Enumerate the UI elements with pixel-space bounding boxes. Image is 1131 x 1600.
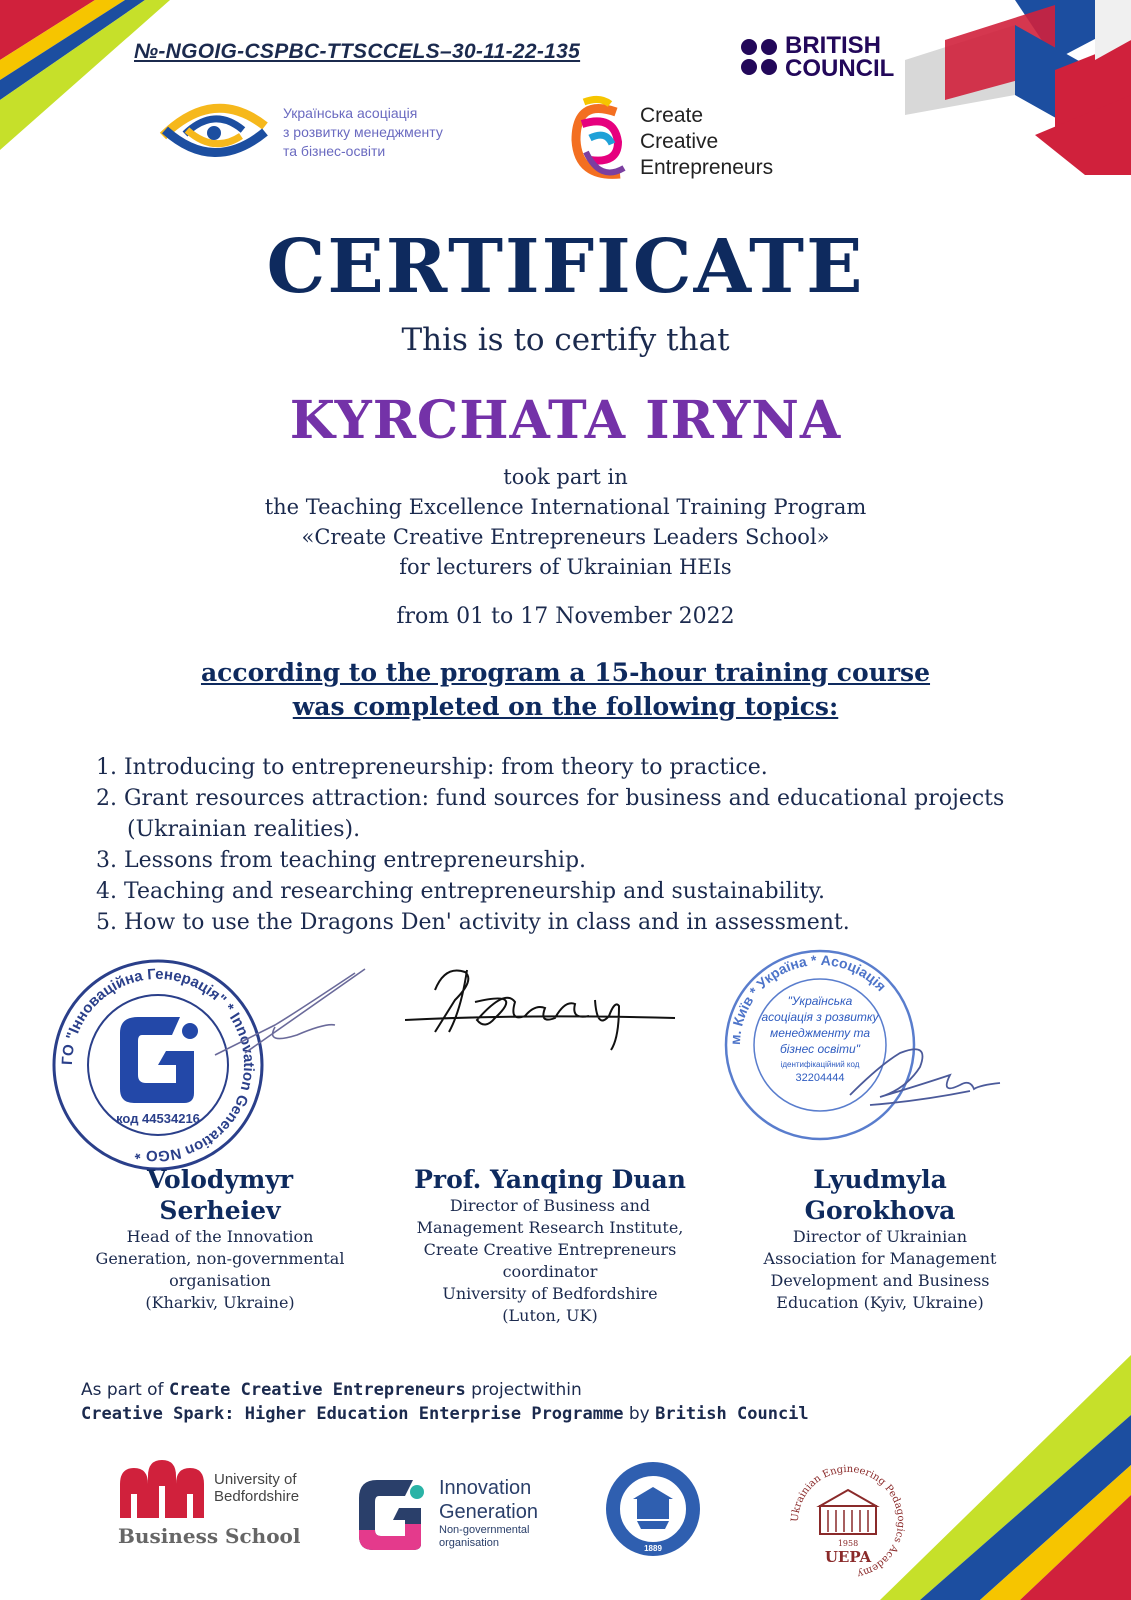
signatory-serheiev	[70, 1164, 370, 1314]
right-stamp-line-4: бізнес освіти"	[779, 1042, 861, 1056]
duan-signature	[405, 960, 685, 1060]
course-heading-line-2: was completed on the following topics:	[292, 692, 839, 721]
footer-as-part-of: As part of	[81, 1380, 164, 1400]
cce-logo-line-3: Entrepreneurs	[640, 156, 774, 179]
program-line-2: the Teaching Excellence International Training Program	[264, 495, 867, 519]
signatory-role-line: University of Bedfordshire	[442, 1284, 658, 1303]
british-council-dots-icon	[741, 39, 777, 75]
kharkiv-seal-year: 1889	[644, 1544, 662, 1553]
cce-logo-line-1: Create	[640, 104, 704, 127]
cce-swirl-icon	[566, 94, 632, 190]
recipient-name: KYRCHATA IRYNA	[289, 390, 842, 451]
ukrainian-association-logo	[155, 96, 443, 168]
bedfordshire-logo-line-1: University of	[214, 1471, 297, 1488]
ukrainian-association-logo-line-2: з розвитку менеджменту	[283, 123, 443, 140]
signatory-name-line: Volodymyr	[146, 1165, 294, 1194]
certificate-serial-number: №-NGOIG-CSPBC-TTSCCELS–30-11-22-135	[134, 40, 581, 63]
topic-item: 4. Teaching and researching entrepreneurship and sustainability.	[96, 879, 826, 904]
ukrainian-association-logo-line-1: Українська асоціація	[283, 104, 418, 121]
right-stamp-line-6: 32204444	[795, 1072, 845, 1084]
footer-by: by	[628, 1404, 650, 1424]
certificate-title: CERTIFICATE	[266, 224, 865, 310]
signatory-role-line: Generation, non-governmental	[95, 1249, 345, 1268]
innovation-generation-logo	[355, 1474, 538, 1552]
footer-programme-name: Creative Spark: Higher Education Enterprise Programme	[81, 1404, 624, 1424]
right-stamp-line-2: асоціація з розвитку	[761, 1010, 879, 1024]
ukrainian-association-eye-icon	[155, 96, 273, 168]
corner-arrows-top-right	[905, 0, 1131, 175]
british-council-logo-line-1: BRITISH	[785, 32, 881, 59]
signatory-role-line: organisation	[169, 1271, 271, 1290]
uepa-year: 1958	[837, 1539, 859, 1548]
signatory-role-line: Association for Management	[763, 1249, 997, 1268]
signatory-role-line: Management Research Institute,	[416, 1218, 684, 1237]
innovation-generation-sub-line-2: organisation	[439, 1537, 499, 1549]
program-line-4: for lecturers of Ukrainian HEIs	[399, 555, 732, 579]
british-council-logo	[741, 34, 894, 80]
innovation-generation-sub-line-1: Non-governmental	[439, 1524, 530, 1536]
innovation-generation-title-line-2: Generation	[439, 1501, 538, 1523]
footer-project-note	[81, 1378, 809, 1426]
footer-project-name: Create Creative Entrepreneurs	[168, 1380, 466, 1400]
innovation-generation-g-icon	[355, 1474, 429, 1552]
corner-stripes-top-left	[0, 0, 170, 150]
signatory-role-line: Head of the Innovation	[126, 1227, 314, 1246]
footer-projectwithin: projectwithin	[471, 1380, 582, 1400]
create-creative-entrepreneurs-logo	[566, 94, 773, 190]
program-dates: from 01 to 17 November 2022	[396, 604, 735, 629]
right-stamp-line-5: ідентифікаційний код	[780, 1060, 860, 1069]
signatory-role-line: Education (Kyiv, Ukraine)	[776, 1293, 984, 1312]
topic-item: 1. Introducing to entrepreneurship: from theory to practice.	[96, 755, 768, 780]
signatory-role-line: coordinator	[502, 1262, 598, 1281]
left-stamp-ring-text: ГО "Інноваційна Генерація" * Innovation Generation NGO *	[58, 965, 258, 1165]
gorokhova-signature	[840, 1045, 1010, 1125]
topics-list	[96, 752, 1076, 938]
topic-item: 2. Grant resources attraction: fund sources for business and educational projects (Ukrainian realities).	[96, 786, 1005, 842]
course-heading	[0, 656, 1131, 724]
corner-stripes-bottom-right	[880, 1355, 1131, 1600]
british-council-logo-line-2: COUNCIL	[785, 55, 895, 82]
signatory-role-line: (Luton, UK)	[502, 1306, 598, 1325]
program-line-3: «Create Creative Entrepreneurs Leaders School»	[301, 525, 830, 549]
signatory-role-line: Development and Business	[770, 1271, 990, 1290]
kharkiv-university-seal	[603, 1459, 703, 1559]
serheiev-signature	[205, 965, 375, 1075]
left-stamp-code: код 44534216	[116, 1111, 200, 1126]
signatory-name-line: Lyudmyla	[813, 1165, 947, 1194]
program-line-1: took part in	[503, 465, 628, 489]
signatory-role-line: (Kharkiv, Ukraine)	[145, 1293, 295, 1312]
signatory-role-line: Create Creative Entrepreneurs	[423, 1240, 677, 1259]
signatory-name-line: Prof. Yanqing Duan	[414, 1165, 686, 1194]
signatory-duan	[380, 1164, 720, 1327]
business-school-label: Business School	[118, 1524, 301, 1548]
right-stamp-line-1: "Українська	[787, 994, 853, 1008]
signatory-gorokhova	[730, 1164, 1030, 1314]
footer-council-name: British Council	[655, 1404, 809, 1424]
topic-item: 5. How to use the Dragons Den' activity in class and in assessment.	[96, 910, 850, 935]
ukrainian-association-logo-line-3: та бізнес-освіти	[283, 142, 386, 159]
right-stamp-ring-text: м. Київ * Україна * Асоціація	[726, 951, 890, 1046]
uepa-ring-text: Ukrainian Engineering Pedagogics Academy	[789, 1463, 907, 1580]
right-stamp-line-3: менеджменту та	[769, 1026, 871, 1040]
bedfordshire-logo-line-2: Bedfordshire	[214, 1488, 300, 1505]
innovation-generation-title-line-1: Innovation	[439, 1477, 532, 1499]
uepa-logo	[788, 1460, 908, 1580]
uepa-name: UEPA	[824, 1548, 872, 1566]
certify-line: This is to certify that	[401, 322, 730, 358]
topic-item: 3. Lessons from teaching entrepreneurship.	[96, 848, 587, 873]
signatory-name-line: Gorokhova	[804, 1196, 956, 1225]
signatory-role-line: Director of Business and	[449, 1196, 651, 1215]
program-description	[0, 462, 1131, 582]
signatory-role-line: Director of Ukrainian	[792, 1227, 968, 1246]
course-heading-line-1: according to the program a 15-hour training course	[200, 658, 931, 687]
bedfordshire-business-school-logo	[118, 1456, 308, 1548]
signatory-name-line: Serheiev	[159, 1196, 281, 1225]
cce-logo-line-2: Creative	[640, 130, 719, 153]
bedfordshire-crest-icon	[118, 1456, 206, 1520]
